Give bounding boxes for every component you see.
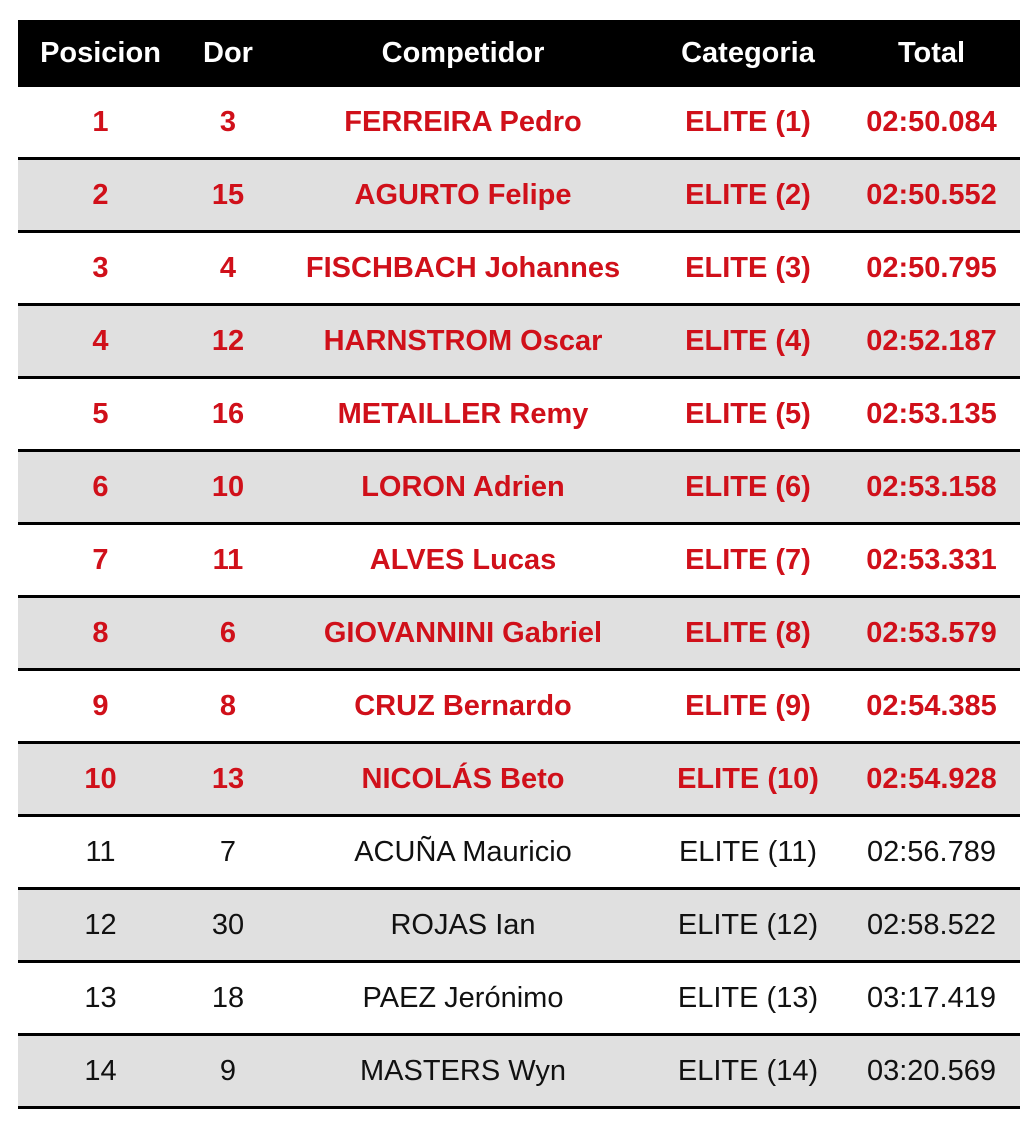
cell-total: 03:17.419 bbox=[843, 962, 1020, 1035]
table-row bbox=[18, 451, 1020, 524]
cell-competidor: MASTERS Wyn bbox=[273, 1035, 653, 1108]
header-total: Total bbox=[843, 20, 1020, 87]
cell-posicion: 5 bbox=[18, 378, 183, 451]
cell-categoria: ELITE (7) bbox=[653, 524, 843, 597]
cell-posicion: 12 bbox=[18, 889, 183, 962]
cell-total: 02:50.084 bbox=[843, 87, 1020, 159]
cell-competidor: GIOVANNINI Gabriel bbox=[273, 597, 653, 670]
table-row bbox=[18, 305, 1020, 378]
cell-total: 02:50.552 bbox=[843, 159, 1020, 232]
cell-competidor: FISCHBACH Johannes bbox=[273, 232, 653, 305]
cell-posicion: 11 bbox=[18, 816, 183, 889]
cell-competidor: LORON Adrien bbox=[273, 451, 653, 524]
cell-posicion: 3 bbox=[18, 232, 183, 305]
cell-posicion: 8 bbox=[18, 597, 183, 670]
table-row bbox=[18, 816, 1020, 889]
cell-total: 02:53.135 bbox=[843, 378, 1020, 451]
cell-competidor: METAILLER Remy bbox=[273, 378, 653, 451]
cell-categoria: ELITE (12) bbox=[653, 889, 843, 962]
cell-competidor: AGURTO Felipe bbox=[273, 159, 653, 232]
cell-categoria: ELITE (5) bbox=[653, 378, 843, 451]
table-row bbox=[18, 159, 1020, 232]
cell-competidor: ACUÑA Mauricio bbox=[273, 816, 653, 889]
cell-dor: 10 bbox=[183, 451, 273, 524]
cell-categoria: ELITE (6) bbox=[653, 451, 843, 524]
cell-dor: 15 bbox=[183, 159, 273, 232]
cell-competidor: CRUZ Bernardo bbox=[273, 670, 653, 743]
cell-dor: 12 bbox=[183, 305, 273, 378]
cell-dor: 9 bbox=[183, 1035, 273, 1108]
cell-dor: 4 bbox=[183, 232, 273, 305]
cell-posicion: 6 bbox=[18, 451, 183, 524]
cell-categoria: ELITE (8) bbox=[653, 597, 843, 670]
cell-competidor: ROJAS Ian bbox=[273, 889, 653, 962]
table-row bbox=[18, 597, 1020, 670]
cell-total: 02:54.928 bbox=[843, 743, 1020, 816]
header-competidor: Competidor bbox=[273, 20, 653, 87]
cell-posicion: 2 bbox=[18, 159, 183, 232]
table-row bbox=[18, 378, 1020, 451]
cell-dor: 30 bbox=[183, 889, 273, 962]
cell-posicion: 1 bbox=[18, 87, 183, 159]
cell-competidor: FERREIRA Pedro bbox=[273, 87, 653, 159]
cell-dor: 6 bbox=[183, 597, 273, 670]
cell-dor: 11 bbox=[183, 524, 273, 597]
cell-dor: 13 bbox=[183, 743, 273, 816]
cell-posicion: 4 bbox=[18, 305, 183, 378]
cell-dor: 8 bbox=[183, 670, 273, 743]
cell-total: 02:50.795 bbox=[843, 232, 1020, 305]
results-body bbox=[18, 87, 1020, 1108]
cell-total: 02:53.158 bbox=[843, 451, 1020, 524]
table-row bbox=[18, 87, 1020, 159]
cell-categoria: ELITE (3) bbox=[653, 232, 843, 305]
cell-posicion: 9 bbox=[18, 670, 183, 743]
cell-total: 02:58.522 bbox=[843, 889, 1020, 962]
cell-posicion: 10 bbox=[18, 743, 183, 816]
cell-dor: 18 bbox=[183, 962, 273, 1035]
header-posicion: Posicion bbox=[18, 20, 183, 87]
header-row bbox=[18, 20, 1020, 87]
cell-competidor: PAEZ Jerónimo bbox=[273, 962, 653, 1035]
table-row bbox=[18, 889, 1020, 962]
table-row bbox=[18, 1035, 1020, 1108]
cell-posicion: 14 bbox=[18, 1035, 183, 1108]
cell-categoria: ELITE (2) bbox=[653, 159, 843, 232]
cell-posicion: 13 bbox=[18, 962, 183, 1035]
cell-categoria: ELITE (14) bbox=[653, 1035, 843, 1108]
cell-categoria: ELITE (1) bbox=[653, 87, 843, 159]
header-categoria: Categoria bbox=[653, 20, 843, 87]
cell-dor: 16 bbox=[183, 378, 273, 451]
cell-competidor: ALVES Lucas bbox=[273, 524, 653, 597]
cell-total: 02:52.187 bbox=[843, 305, 1020, 378]
table-row bbox=[18, 962, 1020, 1035]
table-row bbox=[18, 232, 1020, 305]
cell-dor: 3 bbox=[183, 87, 273, 159]
cell-categoria: ELITE (13) bbox=[653, 962, 843, 1035]
cell-competidor: NICOLÁS Beto bbox=[273, 743, 653, 816]
cell-total: 02:54.385 bbox=[843, 670, 1020, 743]
table-row bbox=[18, 524, 1020, 597]
results-table bbox=[18, 20, 1020, 1109]
cell-categoria: ELITE (11) bbox=[653, 816, 843, 889]
cell-competidor: HARNSTROM Oscar bbox=[273, 305, 653, 378]
cell-categoria: ELITE (4) bbox=[653, 305, 843, 378]
cell-categoria: ELITE (9) bbox=[653, 670, 843, 743]
cell-categoria: ELITE (10) bbox=[653, 743, 843, 816]
header-dor: Dor bbox=[183, 20, 273, 87]
cell-total: 02:53.331 bbox=[843, 524, 1020, 597]
table-row bbox=[18, 743, 1020, 816]
cell-dor: 7 bbox=[183, 816, 273, 889]
cell-total: 03:20.569 bbox=[843, 1035, 1020, 1108]
cell-total: 02:56.789 bbox=[843, 816, 1020, 889]
cell-total: 02:53.579 bbox=[843, 597, 1020, 670]
table-row bbox=[18, 670, 1020, 743]
cell-posicion: 7 bbox=[18, 524, 183, 597]
